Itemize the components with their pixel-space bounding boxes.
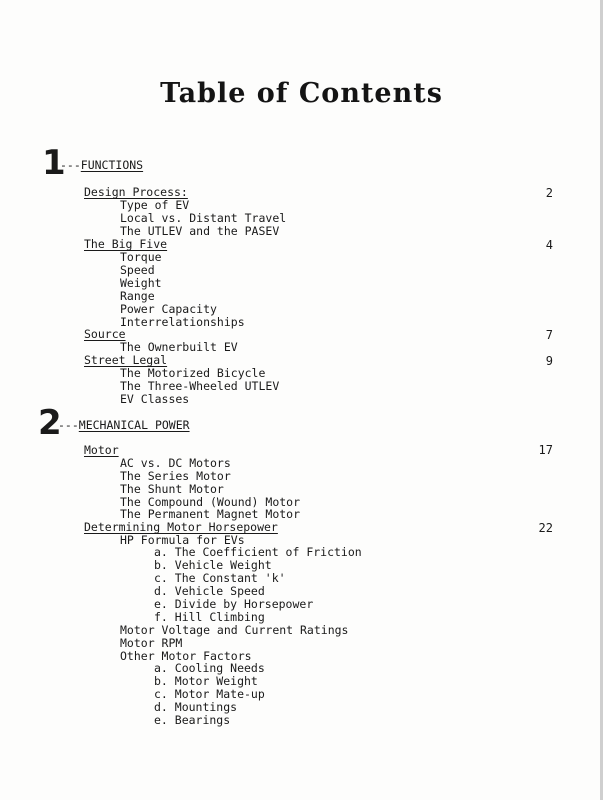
toc-entry: Weight (120, 276, 162, 290)
page-title: Table of Contents (160, 78, 443, 109)
toc-entry: Local vs. Distant Travel (120, 211, 287, 225)
toc-entry: Power Capacity (120, 302, 217, 316)
section-heading: Design Process: (84, 185, 188, 199)
page-number: 2 (545, 186, 553, 200)
page-number: 9 (545, 354, 553, 368)
toc-subentry: e. Divide by Horsepower (154, 597, 314, 611)
toc-entry: Other Motor Factors (120, 649, 252, 663)
toc-subentry: c. Motor Mate-up (154, 687, 265, 701)
toc-entry: The Compound (Wound) Motor (120, 495, 301, 509)
toc-entry: The UTLEV and the PASEV (120, 224, 280, 238)
section-heading: The Big Five (84, 237, 168, 251)
section-heading: Street Legal (84, 353, 168, 367)
toc-subentry: b. Motor Weight (154, 674, 258, 688)
toc-entry: Range (120, 289, 155, 303)
toc-entry: The Ownerbuilt EV (120, 340, 238, 354)
toc-entry: EV Classes (120, 392, 190, 406)
toc-entry: The Permanent Magnet Motor (120, 507, 301, 521)
toc-entry: The Three-Wheeled UTLEV (120, 379, 280, 393)
toc-subentry: f. Hill Climbing (154, 610, 265, 624)
page-number: 4 (545, 238, 553, 252)
chapter-title: FUNCTIONS (80, 158, 144, 172)
toc-entry: Type of EV (120, 198, 190, 212)
page-number: 17 (538, 443, 553, 457)
section-heading: Source (84, 327, 126, 341)
page-number: 22 (538, 521, 553, 535)
toc-entry: Motor RPM (120, 636, 183, 650)
chapter-dash: --- (60, 158, 81, 172)
chapter-number: 2 (38, 403, 62, 443)
toc-entry: Torque (120, 250, 162, 264)
toc-entry: The Motorized Bicycle (120, 366, 266, 380)
toc-subentry: d. Mountings (154, 700, 238, 714)
page-number: 7 (545, 328, 553, 342)
section-heading: Motor (84, 443, 119, 457)
toc-entry: Speed (120, 263, 155, 277)
toc-subentry: d. Vehicle Speed (154, 584, 265, 598)
toc-entry: AC vs. DC Motors (120, 456, 231, 470)
toc-subentry: b. Vehicle Weight (154, 558, 272, 572)
toc-subentry: a. The Coefficient of Friction (154, 545, 362, 559)
toc-subentry: a. Cooling Needs (154, 661, 265, 675)
toc-entry: The Series Motor (120, 469, 231, 483)
toc-subentry: e. Bearings (154, 713, 231, 727)
chapter-number: 1 (42, 143, 66, 183)
toc-entry: Motor Voltage and Current Ratings (120, 623, 349, 637)
section-heading: Determining Motor Horsepower (84, 520, 278, 534)
toc-entry: Interrelationships (120, 315, 245, 329)
chapter-title: MECHANICAL POWER (78, 418, 190, 432)
toc-subentry: c. The Constant 'k' (154, 571, 286, 585)
chapter-heading (60, 158, 143, 172)
chapter-dash: --- (58, 418, 79, 432)
toc-entry: The Shunt Motor (120, 482, 224, 496)
chapter-heading (58, 418, 190, 432)
toc-entry: HP Formula for EVs (120, 533, 245, 547)
